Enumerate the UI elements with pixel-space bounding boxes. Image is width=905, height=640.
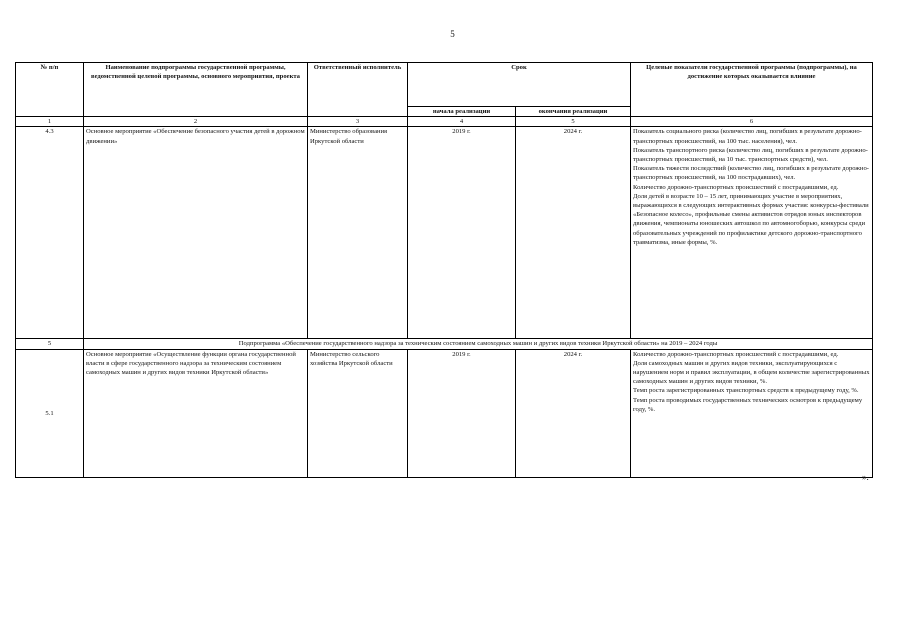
program-table (15, 62, 873, 478)
column-number-row (16, 117, 873, 127)
row-name: Основное мероприятие «Осуществление функции органа государственной власти в сфере государственного надзора за техническим состоянием самоходных машин и других видов техники Иркутской области» (84, 349, 308, 477)
row-start: 2019 г. (408, 349, 516, 477)
closing-mark: ». (862, 472, 869, 482)
row-executor: Министерство сельского хозяйства Иркутской области (308, 349, 408, 477)
col-number: 6 (631, 117, 873, 127)
target-item: Показатель социального риска (количество лиц, погибших в результате дорожно-транспортных происшествий, на 100 тыс. населения), чел. (633, 128, 862, 145)
header-end: окончания реализации (516, 107, 631, 117)
subprogram-row (16, 339, 873, 349)
col-number: 1 (16, 117, 84, 127)
row-end: 2024 г. (516, 349, 631, 477)
header-targets: Целевые показатели государственной программы (подпрограммы), на достижение которых оказывается влияние (631, 63, 873, 117)
row-executor: Министерство образования Иркутской области (308, 127, 408, 339)
table-header-row (16, 63, 873, 107)
target-item: Показатель транспортного риска (количество лиц, погибших в результате дорожно-транспортных происшествий, на 10 тыс. транспортных средств), чел. (633, 146, 868, 164)
col-number: 2 (84, 117, 308, 127)
col-number: 4 (408, 117, 516, 127)
subprogram-title: Подпрограмма «Обеспечение государственного надзора за техническим состоянием самоходных машин и других видов техники Иркутской области» на 2019 – 2024 годы (84, 339, 873, 349)
row-end: 2024 г. (516, 127, 631, 339)
target-item: Темп роста зарегистрированных транспортных средств к предыдущему году, %. (633, 387, 859, 395)
header-executor: Ответственный исполнитель (308, 63, 408, 117)
row-targets (631, 127, 873, 339)
row-num: 5.1 (16, 349, 84, 477)
target-item: Доля самоходных машин и других видов техники, эксплуатирующихся с нарушением норм и правил эксплуатации, в общем количестве зарегистрированных самоходных машин и других видов техники, %. (633, 359, 870, 386)
col-number: 5 (516, 117, 631, 127)
target-item: Показатель тяжести последствий (количество лиц, погибших в результате дорожно-транспортных происшествий, на 100 пострадавших), чел. (633, 165, 869, 182)
target-item: Темп роста проводимых государственных технических осмотров к предыдущему году, %. (633, 396, 863, 413)
row-start: 2019 г. (408, 127, 516, 339)
subprogram-num: 5 (16, 339, 84, 349)
header-term: Срок (408, 63, 631, 107)
table-row (16, 127, 873, 339)
page-number: 5 (450, 29, 455, 39)
header-num: № п/п (16, 63, 84, 117)
target-item: Доля детей в возрасте 10 – 15 лет, принимающих участие в мероприятиях, выражающихся в следующих интерактивных формах участия: конкурсы-фестивали «Безопасное колесо», профильные смены активистов отрядов юных инспекторов движения, чемпионаты юношеских автошкол по автомногоборью, конкурсы среди образовательных учреждений по профилактике детского дорожно-транспортного травматизма, иные формы, %. (633, 192, 869, 246)
target-item: Количество дорожно-транспортных происшествий с пострадавшими, ед. (633, 183, 839, 191)
row-num: 4.3 (16, 127, 84, 339)
header-start: начала реализации (408, 107, 516, 117)
row-name: Основное мероприятие «Обеспечение безопасного участия детей в дорожном движении» (84, 127, 308, 339)
header-name: Наименование подпрограммы государственной программы, ведомственной целевой программы, основного мероприятия, проекта (84, 63, 308, 117)
col-number: 3 (308, 117, 408, 127)
target-item: Количество дорожно-транспортных происшествий с пострадавшими, ед. (633, 350, 839, 358)
table-row (16, 349, 873, 477)
row-targets (631, 349, 873, 477)
